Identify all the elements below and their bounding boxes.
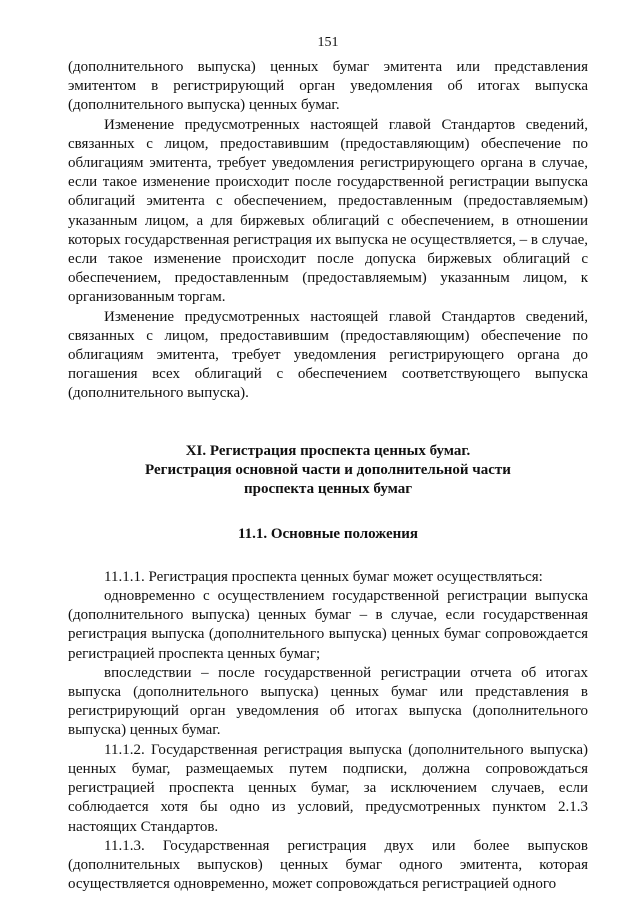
document-page (68, 34, 588, 894)
section-spacer (68, 404, 588, 442)
page-number: 151 (317, 35, 339, 50)
paragraph-guarantor-change-before-redemption: Изменение предусмотренных настоящей главой Стандартов сведений, связанных с лицом, предоставившим (предоставляющим) обеспечение по облигациям эмитента, требует уведомления регистрирующего органа до погашения всех облигаций с обеспечением соответствующего выпуска (дополнительного выпуска). (68, 308, 588, 402)
subsection-title: 11.1. Основные положения (237, 525, 419, 542)
section-heading (68, 442, 588, 499)
clause-11-1-1: 11.1.1. Регистрация проспекта ценных бумаг может осуществляться: (104, 568, 543, 585)
section-title-line-1: XI. Регистрация проспекта ценных бумаг. (185, 442, 471, 459)
section-title-line-3: проспекта ценных бумаг (243, 480, 413, 497)
continuation-paragraph: (дополнительного выпуска) ценных бумаг эмитента или представления эмитентом в регистрирующий орган уведомления об итогах выпуска (дополнительного выпуска) ценных бумаг. (68, 59, 588, 114)
clause-11-1-2: 11.1.2. Государственная регистрация выпуска (дополнительного выпуска) ценных бумаг, размещаемых путем подписки, должна сопровождаться регистрацией проспекта ценных бумаг, за исключением случаев, если соблюдается хотя бы одно из условий, предусмотренных пунктом 2.1.3 настоящих Стандартов. (68, 741, 588, 835)
section-title-line-2: Регистрация основной части и дополнительной части (145, 461, 511, 478)
paragraph-guarantor-change-before-registration: Изменение предусмотренных настоящей главой Стандартов сведений, связанных с лицом, предоставившим (предоставляющим) обеспечение по облигациям эмитента, требует уведомления регистрирующего органа в случае, если такое изменение происходит после государственной регистрации выпуска облигаций эмитента с обеспечением, предоставленным (предоставляемым) указанным лицом, а для биржевых облигаций с обеспечением, в отношении которых государственная регистрация их выпуска не осуществляется, – в случае, если такое изменение происходит после допуска биржевых облигаций с обеспечением, предоставленным (предоставляемым) указанным лицом, к организованным торгам. (68, 116, 589, 306)
clause-11-1-1-option-a: одновременно с осуществлением государственной регистрации выпуска (дополнительного выпуска) ценных бумаг – в случае, если государственная регистрация выпуска (дополнительного выпуска) ценных бумаг сопровождается регистрацией проспекта ценных бумаг; (68, 588, 588, 662)
clause-11-1-3: 11.1.3. Государственная регистрация двух или более выпусков (дополнительных выпусков) ценных бумаг одного эмитента, которая осуществляется одновременно, может сопровождаться регистрацией одного (68, 837, 588, 893)
clause-11-1-1-option-b: впоследствии – после государственной регистрации отчета об итогах выпуска (дополнительного выпуска) ценных бумаг или представления в регистрирующий орган уведомления об итогах выпуска (дополнительного выпуска) ценных бумаг. (68, 664, 588, 739)
